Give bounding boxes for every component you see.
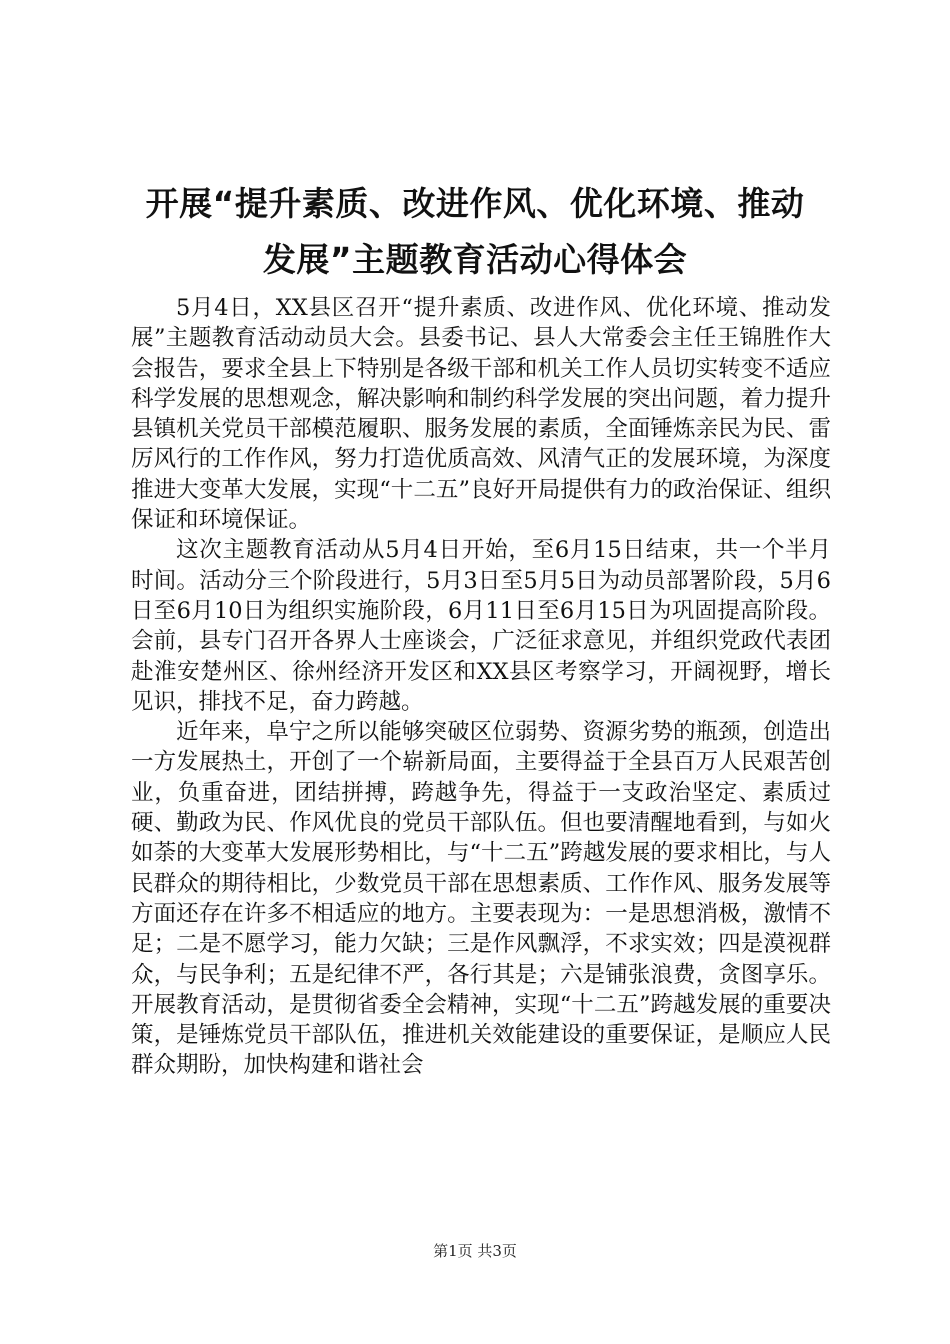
paragraph-3: 近年来，阜宁之所以能够突破区位弱势、资源劣势的瓶颈，创造出一方发展热土，开创了一个崭新局面，主要得益于全县百万人民艰苦创业，负重奋进，团结拼搏，跨越争先，得益于一支政治坚定、素质过硬、勤政为民、作风优良的党员干部队伍。但也要清醒地看到，与如火如荼的大变革大发展形势相比，与“十二五”跨越发展的要求相比，与人民群众的期待相比，少数党员干部在思想素质、工作作风、服务发展等方面还存在许多不相适应的地方。主要表现为：一是思想消极，激情不足；二是不愿学习，能力欠缺；三是作风飘浮，不求实效；四是漠视群众，与民争利；五是纪律不严，各行其是；六是铺张浪费，贪图享乐。开展教育活动，是贯彻省委全会精神，实现“十二五”跨越发展的重要决策，是锤炼党员干部队伍，推进机关效能建设的重要保证，是顺应人民群众期盼，加快构建和谐社会 xyxy=(131,719,831,1079)
document-body xyxy=(131,293,831,1081)
page-number-footer: 第1页 共3页 xyxy=(433,1242,517,1260)
title-line-1: 开展“提升素质、改进作风、优化环境、推动 xyxy=(145,184,805,223)
paragraph-2: 这次主题教育活动从5月4日开始，至6月15日结束，共一个半月时间。活动分三个阶段进行，5月3日至5月5日为动员部署阶段，5月6日至6月10日为组织实施阶段，6月11日至6月15日为巩固提高阶段。会前，县专门召开各界人士座谈会，广泛征求意见，并组织党政代表团赴淮安楚州区、徐州经济开发区和XX县区考察学习，开阔视野，增长见识，排找不足，奋力跨越。 xyxy=(131,537,831,715)
title-line-2: 发展”主题教育活动心得体会 xyxy=(262,240,688,279)
paragraph-1: 5月4日，XX县区召开“提升素质、改进作风、优化环境、推动发展”主题教育活动动员大会。县委书记、县人大常委会主任王锦胜作大会报告，要求全县上下特别是各级干部和机关工作人员切实转变不适应科学发展的思想观念，解决影响和制约科学发展的突出问题，着力提升县镇机关党员干部模范履职、服务发展的素质，全面锤炼亲民为民、雷厉风行的工作作风，努力打造优质高效、风清气正的发展环境，为深度推进大变革大发展，实现“十二五”良好开局提供有力的政治保证、组织保证和环境保证。 xyxy=(131,295,831,534)
document-title xyxy=(120,176,830,288)
